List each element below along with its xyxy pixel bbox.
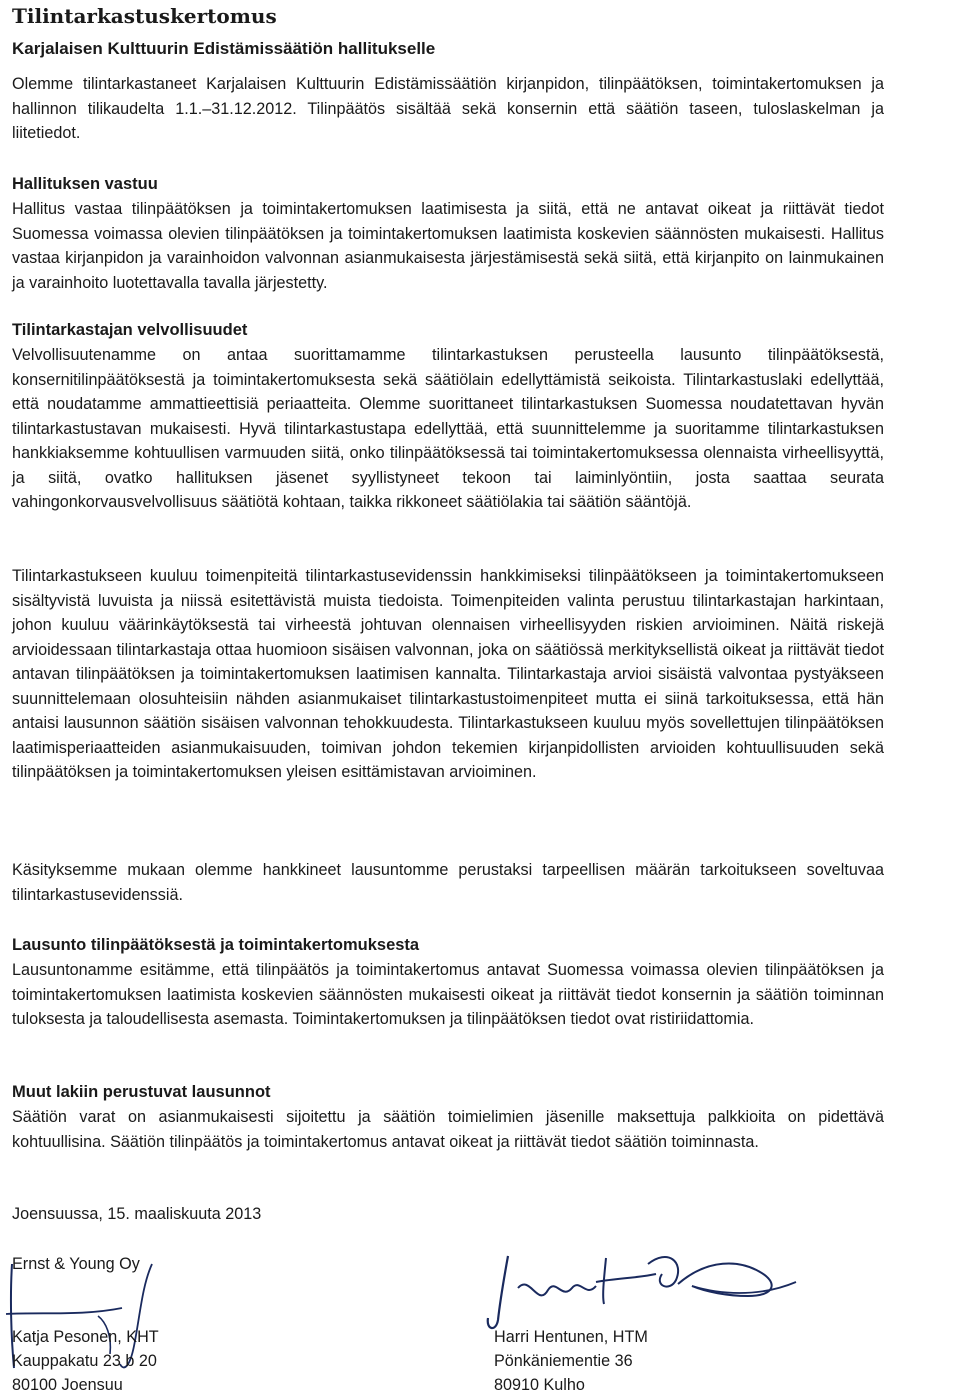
auditor-duties-paragraph-1: Velvollisuutenamme on antaa suorittamamme tilintarkastuksen perusteella lausunto tilinpäätöksestä, konsernitilinpäätöksestä ja toimintakertomuksesta sekä säätiölain edellyttämistä seikoista. Tilintarkastuslaki edellyttää, että noudatamme ammattieettisiä periaatteita. Olemme suorittaneet tilintarkastuksen Suomessa noudatettavan hyvän tilintarkastustavan mukaisesti. Hyvä tilintarkastustapa edellyttää, että suunnittelemme ja suoritamme tilintarkastuksen hankkiaksemme kohtuullisen varmuuden siitä, onko tilinpäätöksessä tai toimintakertomuksessa olennaista virheellisyyttä, ja siitä, ovatko hallituksen jäsenet syyllistyneet tekoon tai laiminlyöntiin, josta saattaa seurata vahingonkorvausvelvollisuus säätiötä kohtaan, taikka rikkoneet säätiölakia tai säätiön sääntöjä. <box>12 346 884 511</box>
board-member-postal: 80910 Kulho <box>494 1376 585 1394</box>
other-statements-paragraph: Säätiön varat on asianmukaisesti sijoitettu ja säätiön toimielimien jäsenille maksettuja palkkioita on pidettävä kohtuullisina. Säätiön tilinpäätös ja toimintakertomus antavat oikeat ja riittävät tiedot säätiön toiminnasta. <box>12 1108 884 1151</box>
section-heading-other-statements: Muut lakiin perustuvat lausunnot <box>12 1083 271 1101</box>
auditor-street: Kauppakatu 23 b 20 <box>12 1352 157 1370</box>
addressee: Karjalaisen Kulttuurin Edistämissäätiön hallitukselle <box>12 39 436 58</box>
document-title: Tilintarkastuskertomus <box>12 4 277 28</box>
board-member-name: Harri Hentunen, HTM <box>494 1328 648 1346</box>
section-heading-auditor-duties: Tilintarkastajan velvollisuudet <box>12 321 248 339</box>
opinion-paragraph: Lausuntonamme esitämme, että tilinpäätös ja toimintakertomus antavat Suomessa voimassa olevien tilinpäätöksen ja toimintakertomuksen laatimista koskevien säännösten mukaisesti oikeat ja riittävät tiedot konsernin ja säätiön toiminnan tuloksesta ja taloudellisesta asemasta. Toimintakertomuksen ja tilinpäätöksen tiedot ovat ristiriidattomia. <box>12 961 884 1028</box>
audit-firm-name: Ernst & Young Oy <box>12 1255 140 1273</box>
section-heading-opinion: Lausunto tilinpäätöksestä ja toimintakertomuksesta <box>12 936 420 954</box>
signature-harri-hentunen <box>478 1238 808 1338</box>
auditor-postal: 80100 Joensuu <box>12 1376 123 1394</box>
board-responsibility-paragraph: Hallitus vastaa tilinpäätöksen ja toimintakertomuksen laatimisesta ja siitä, että ne antavat oikeat ja riittävät tiedot Suomessa voimassa olevien tilinpäätöksen ja toimintakertomuksen laatimista koskevien säännösten mukaisesti. Hallitus vastaa kirjanpidon ja varainhoidon valvonnan asianmukaisesta järjestämisestä sekä siitä, että kirjanpito on lainmukainen ja varainhoito luotettavalla tavalla järjestetty. <box>12 200 884 292</box>
place-and-date: Joensuussa, 15. maaliskuuta 2013 <box>12 1205 262 1223</box>
auditor-duties-paragraph-2: Tilintarkastukseen kuuluu toimenpiteitä tilintarkastusevidenssin hankkimiseksi tilinpäätökseen ja toimintakertomukseen sisältyvistä luvuista ja niissä esitettävistä muista tiedoista. Toimenpiteiden valinta perustuu tilintarkastajan harkintaan, johon kuuluu väärinkäytöksestä tai virheestä johtuvan olennaisen virheellisyyden riskien arvioiminen. Näitä riskejä arvioidessaan tilintarkastaja ottaa huomioon sisäisen valvonnan, joka on säätiössä merkityksellistä oikeat ja riittävät tiedot antavan tilinpäätöksen ja toimintakertomuksen laatimisen kannalta. Tilintarkastaja arvioi sisäistä valvontaa pystyäkseen suunnittelemaan olosuhteisiin nähden asianmukaiset tilintarkastustoimenpiteet mutta ei siinä tarkoituksessa, että hän antaisi lausunnon säätiön sisäisen valvonnan tehokkuudesta. Tilintarkastukseen kuuluu myös sovellettujen tilinpäätöksen laatimisperiaatteiden asianmukaisuuden, toimivan johdon tekemien kirjanpidollisten arvioiden kohtuullisuuden sekä tilinpäätöksen ja toimintakertomuksen yleisen esittämistavan arvioiminen. <box>12 567 884 781</box>
board-member-street: Pönkäniementie 36 <box>494 1352 633 1370</box>
intro-paragraph: Olemme tilintarkastaneet Karjalaisen Kulttuurin Edistämissäätiön kirjanpidon, tilinpäätöksen, toimintakertomuksen ja hallinnon tilikaudelta 1.1.–31.12.2012. Tilinpäätös sisältää sekä konsernin että säätiön taseen, tuloslaskelman ja liitetiedot. <box>12 75 884 142</box>
auditor-name: Katja Pesonen, KHT <box>12 1328 159 1346</box>
auditor-duties-paragraph-3: Käsityksemme mukaan olemme hankkineet lausuntomme perustaksi tarpeellisen määrän tarkoitukseen soveltuvaa tilintarkastusevidenssiä. <box>12 861 884 904</box>
section-heading-board-responsibility: Hallituksen vastuu <box>12 175 158 193</box>
